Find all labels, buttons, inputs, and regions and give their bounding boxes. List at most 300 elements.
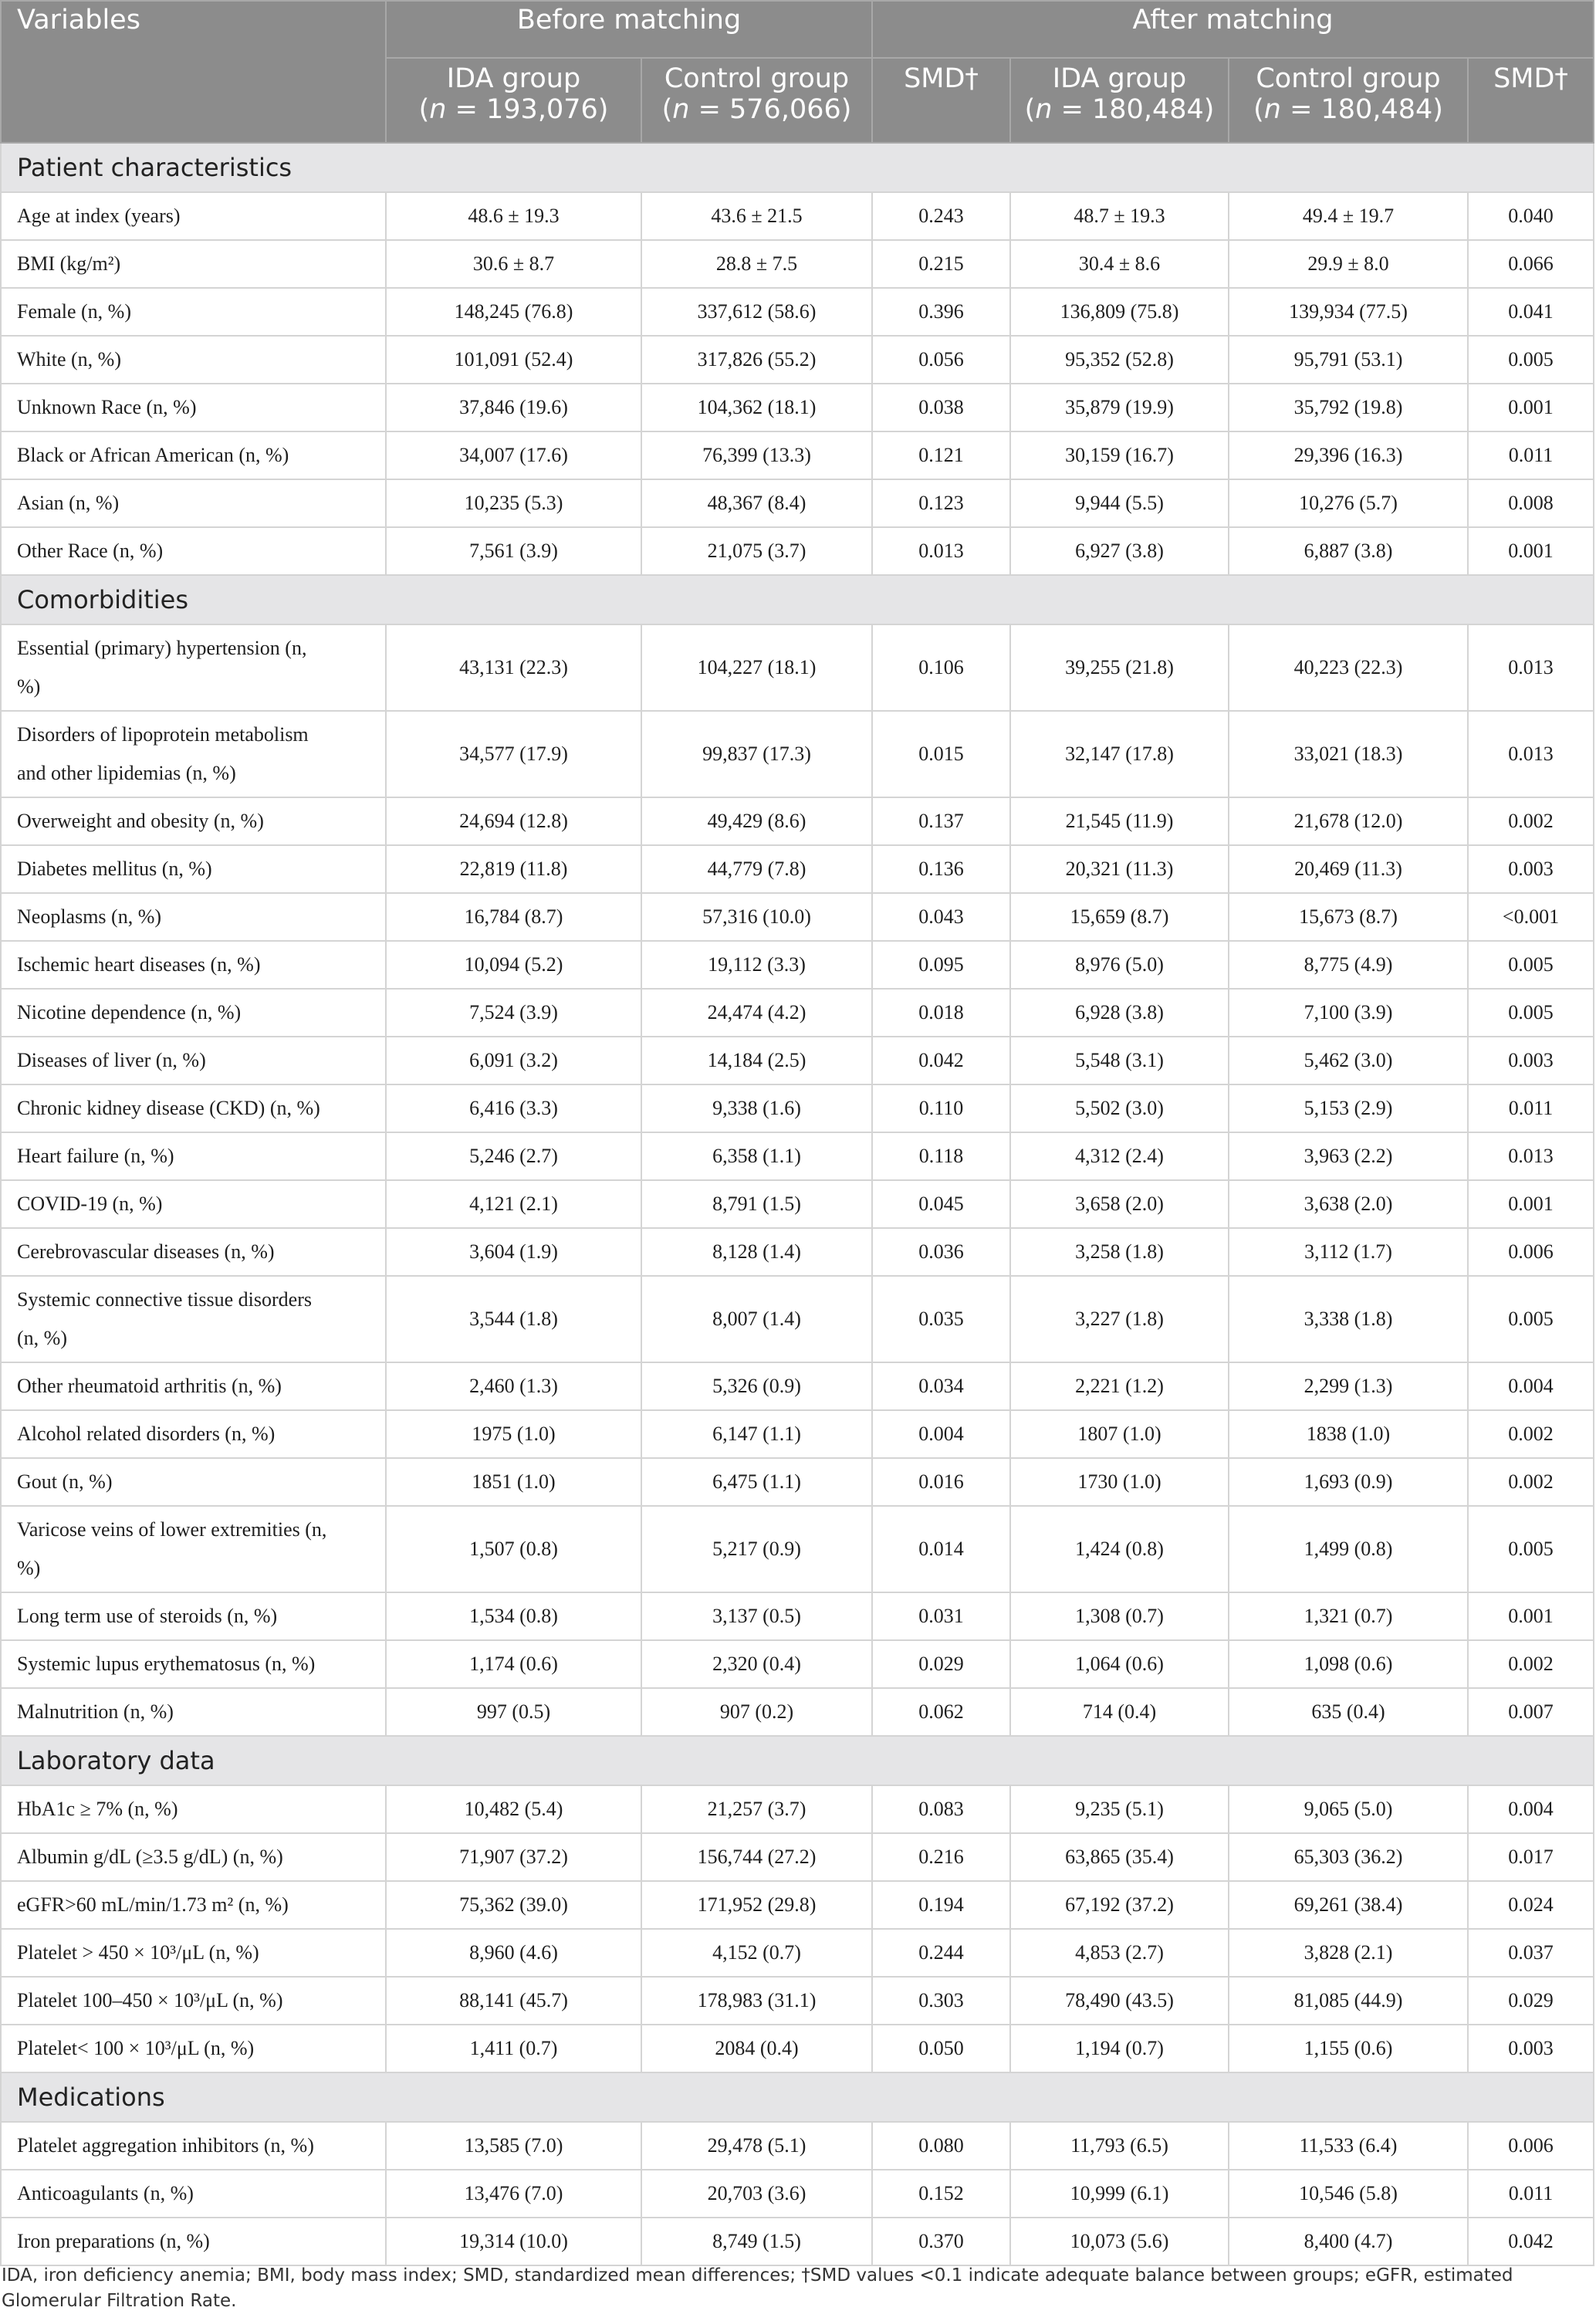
variable-label-line: %) <box>17 1557 41 1579</box>
control-after-value: 29.9 ± 8.0 <box>1229 240 1468 288</box>
ida-before-value: 997 (0.5) <box>386 1688 641 1736</box>
section-row <box>1 143 1594 192</box>
table-footnote: IDA, iron deficiency anemia; BMI, body mass index; SMD, standardized mean differences; †SMD values <0.1 indicate adequate balance between groups; eGFR, estimated Glomerular Filtration Rate. <box>2 2265 1513 2311</box>
control-after-value: 3,963 (2.2) <box>1229 1132 1468 1180</box>
smd-before-value: 0.080 <box>872 2122 1010 2170</box>
smd-before-value: 0.029 <box>872 1640 1010 1688</box>
ida-before-value: 101,091 (52.4) <box>386 336 641 384</box>
control-after-header <box>1229 58 1468 143</box>
smd-before-value: 0.110 <box>872 1084 1010 1132</box>
smd-before-value: 0.016 <box>872 1458 1010 1506</box>
control-before-label: Control group <box>664 63 850 94</box>
ida-after-value: 30,159 (16.7) <box>1010 431 1229 479</box>
ida-after-value: 95,352 (52.8) <box>1010 336 1229 384</box>
variable-label: Platelet 100–450 × 10³/μL (n, %) <box>1 1977 386 2025</box>
smd-before-value: 0.121 <box>872 431 1010 479</box>
ida-before-value: 88,141 (45.7) <box>386 1977 641 2025</box>
ida-before-value: 37,846 (19.6) <box>386 384 641 431</box>
control-before-value: 99,837 (17.3) <box>641 711 872 797</box>
section-row <box>1 1736 1594 1785</box>
control-before-value: 8,007 (1.4) <box>641 1276 872 1362</box>
table-row <box>1 1180 1594 1228</box>
ida-before-value: 13,476 (7.0) <box>386 2170 641 2218</box>
smd-after-value: 0.005 <box>1468 941 1594 989</box>
ida-after-value: 5,502 (3.0) <box>1010 1084 1229 1132</box>
control-before-value: 156,744 (27.2) <box>641 1833 872 1881</box>
control-after-value: 81,085 (44.9) <box>1229 1977 1468 2025</box>
ida-before-value: 1,507 (0.8) <box>386 1506 641 1592</box>
smd-after-value: 0.013 <box>1468 711 1594 797</box>
ida-before-value: 10,235 (5.3) <box>386 479 641 527</box>
smd-after-value: 0.005 <box>1468 336 1594 384</box>
table-row <box>1 2218 1594 2265</box>
ida-before-value: 75,362 (39.0) <box>386 1881 641 1929</box>
smd-after-value: 0.011 <box>1468 431 1594 479</box>
smd-after-value: 0.007 <box>1468 1688 1594 1736</box>
control-after-value: 1,321 (0.7) <box>1229 1592 1468 1640</box>
variable-label: Anticoagulants (n, %) <box>1 2170 386 2218</box>
ida-after-value: 35,879 (19.9) <box>1010 384 1229 431</box>
ida-after-value: 1,064 (0.6) <box>1010 1640 1229 1688</box>
control-before-value: 104,227 (18.1) <box>641 624 872 711</box>
control-after-value: 1,693 (0.9) <box>1229 1458 1468 1506</box>
ida-before-value: 1,534 (0.8) <box>386 1592 641 1640</box>
section-row <box>1 575 1594 624</box>
smd-after-value: 0.041 <box>1468 288 1594 336</box>
variable-label: Ischemic heart diseases (n, %) <box>1 941 386 989</box>
variable-label: Platelet< 100 × 10³/μL (n, %) <box>1 2025 386 2072</box>
control-before-value: 104,362 (18.1) <box>641 384 872 431</box>
ida-before-value: 5,246 (2.7) <box>386 1132 641 1180</box>
ida-after-value: 1807 (1.0) <box>1010 1410 1229 1458</box>
table-row <box>1 431 1594 479</box>
control-after-value: 69,261 (38.4) <box>1229 1881 1468 1929</box>
smd-after-value: 0.004 <box>1468 1362 1594 1410</box>
variable-label: Gout (n, %) <box>1 1458 386 1506</box>
control-before-value: 48,367 (8.4) <box>641 479 872 527</box>
ida-before-value: 13,585 (7.0) <box>386 2122 641 2170</box>
control-before-value: 14,184 (2.5) <box>641 1037 872 1084</box>
table-row <box>1 1833 1594 1881</box>
ida-after-value: 8,976 (5.0) <box>1010 941 1229 989</box>
control-before-value: 6,147 (1.1) <box>641 1410 872 1458</box>
control-after-value: 2,299 (1.3) <box>1229 1362 1468 1410</box>
smd-before-value: 0.050 <box>872 2025 1010 2072</box>
ida-before-value: 1851 (1.0) <box>386 1458 641 1506</box>
table-row <box>1 1688 1594 1736</box>
control-before-value: 21,075 (3.7) <box>641 527 872 575</box>
control-before-value: 21,257 (3.7) <box>641 1785 872 1833</box>
control-after-value: 1838 (1.0) <box>1229 1410 1468 1458</box>
smd-after-value: 0.002 <box>1468 797 1594 845</box>
table-row <box>1 288 1594 336</box>
variable-label: Black or African American (n, %) <box>1 431 386 479</box>
ida-after-value: 48.7 ± 19.3 <box>1010 192 1229 240</box>
variable-label: eGFR>60 mL/min/1.73 m² (n, %) <box>1 1881 386 1929</box>
ida-before-value: 7,524 (3.9) <box>386 989 641 1037</box>
variable-label: Albumin g/dL (≥3.5 g/dL) (n, %) <box>1 1833 386 1881</box>
control-after-value: 95,791 (53.1) <box>1229 336 1468 384</box>
smd-after-value: 0.029 <box>1468 1977 1594 2025</box>
control-after-label: Control group <box>1256 63 1441 94</box>
ida-before-value: 6,091 (3.2) <box>386 1037 641 1084</box>
control-before-value: 5,217 (0.9) <box>641 1506 872 1592</box>
smd-before-value: 0.137 <box>872 797 1010 845</box>
ida-before-value: 6,416 (3.3) <box>386 1084 641 1132</box>
smd-before-value: 0.194 <box>872 1881 1010 1929</box>
table-row <box>1 1410 1594 1458</box>
control-before-value: 2084 (0.4) <box>641 2025 872 2072</box>
smd-before-value: 0.083 <box>872 1785 1010 1833</box>
control-after-value: 9,065 (5.0) <box>1229 1785 1468 1833</box>
smd-after-value: 0.006 <box>1468 2122 1594 2170</box>
smd-before-value: 0.215 <box>872 240 1010 288</box>
variable-label <box>1 624 386 711</box>
smd-after-value: 0.013 <box>1468 624 1594 711</box>
ida-after-value: 10,999 (6.1) <box>1010 2170 1229 2218</box>
smd-before-value: 0.118 <box>872 1132 1010 1180</box>
smd-before-value: 0.014 <box>872 1506 1010 1592</box>
variable-label: BMI (kg/m²) <box>1 240 386 288</box>
smd-after-value: 0.066 <box>1468 240 1594 288</box>
ida-before-value: 3,604 (1.9) <box>386 1228 641 1276</box>
ida-after-value: 2,221 (1.2) <box>1010 1362 1229 1410</box>
variable-label-line: Varicose veins of lower extremities (n, <box>17 1518 327 1541</box>
control-after-value: 5,153 (2.9) <box>1229 1084 1468 1132</box>
ida-before-label: IDA group <box>446 63 581 94</box>
smd-after-value: 0.006 <box>1468 1228 1594 1276</box>
variable-label <box>1 711 386 797</box>
ida-before-value: 16,784 (8.7) <box>386 893 641 941</box>
variable-label: Nicotine dependence (n, %) <box>1 989 386 1037</box>
control-after-value: 3,828 (2.1) <box>1229 1929 1468 1977</box>
ida-after-header <box>1010 58 1229 143</box>
control-after-value: 7,100 (3.9) <box>1229 989 1468 1037</box>
variable-label: HbA1c ≥ 7% (n, %) <box>1 1785 386 1833</box>
ida-before-n: (n = 193,076) <box>418 94 609 125</box>
table-row <box>1 384 1594 431</box>
control-before-value: 3,137 (0.5) <box>641 1592 872 1640</box>
section-title: Medications <box>1 2072 1594 2122</box>
control-before-value: 24,474 (4.2) <box>641 989 872 1037</box>
smd-before-value: 0.056 <box>872 336 1010 384</box>
smd-after-value: 0.011 <box>1468 2170 1594 2218</box>
ida-before-value: 1975 (1.0) <box>386 1410 641 1458</box>
ida-after-value: 4,312 (2.4) <box>1010 1132 1229 1180</box>
control-after-value: 1,098 (0.6) <box>1229 1640 1468 1688</box>
before-matching-header: Before matching <box>386 1 872 58</box>
ida-after-value: 32,147 (17.8) <box>1010 711 1229 797</box>
smd-after-value: 0.001 <box>1468 527 1594 575</box>
smd-after-value: 0.003 <box>1468 845 1594 893</box>
variable-label: Age at index (years) <box>1 192 386 240</box>
smd-before-value: 0.004 <box>872 1410 1010 1458</box>
variables-header: Variables <box>1 1 386 143</box>
table-row <box>1 1276 1594 1362</box>
smd-before-value: 0.042 <box>872 1037 1010 1084</box>
variable-label: Overweight and obesity (n, %) <box>1 797 386 845</box>
control-before-value: 49,429 (8.6) <box>641 797 872 845</box>
ida-before-value: 10,094 (5.2) <box>386 941 641 989</box>
control-before-value: 20,703 (3.6) <box>641 2170 872 2218</box>
smd-before-value: 0.013 <box>872 527 1010 575</box>
control-after-n: (n = 180,484) <box>1253 94 1443 125</box>
ida-before-value: 10,482 (5.4) <box>386 1785 641 1833</box>
ida-before-value: 8,960 (4.6) <box>386 1929 641 1977</box>
control-after-value: 1,499 (0.8) <box>1229 1506 1468 1592</box>
smd-before-value: 0.062 <box>872 1688 1010 1736</box>
section-row <box>1 2072 1594 2122</box>
control-before-value: 44,779 (7.8) <box>641 845 872 893</box>
ida-after-value: 39,255 (21.8) <box>1010 624 1229 711</box>
table-row <box>1 845 1594 893</box>
ida-after-value: 15,659 (8.7) <box>1010 893 1229 941</box>
control-before-value: 8,791 (1.5) <box>641 1180 872 1228</box>
variable-label: Female (n, %) <box>1 288 386 336</box>
smd-after-value: 0.011 <box>1468 1084 1594 1132</box>
table-row <box>1 1881 1594 1929</box>
control-after-value: 10,546 (5.8) <box>1229 2170 1468 2218</box>
control-after-value: 49.4 ± 19.7 <box>1229 192 1468 240</box>
smd-after-value: 0.003 <box>1468 2025 1594 2072</box>
variable-label: White (n, %) <box>1 336 386 384</box>
smd-before-value: 0.123 <box>872 479 1010 527</box>
control-after-value: 3,338 (1.8) <box>1229 1276 1468 1362</box>
variable-label-line: Essential (primary) hypertension (n, <box>17 637 307 659</box>
smd-before-value: 0.244 <box>872 1929 1010 1977</box>
smd-after-value: 0.005 <box>1468 1276 1594 1362</box>
smd-before-value: 0.045 <box>872 1180 1010 1228</box>
variable-label-line: (n, %) <box>17 1327 67 1349</box>
control-before-value: 6,358 (1.1) <box>641 1132 872 1180</box>
variable-label-line: Disorders of lipoprotein metabolism <box>17 723 309 746</box>
ida-after-value: 3,658 (2.0) <box>1010 1180 1229 1228</box>
ida-after-value: 3,258 (1.8) <box>1010 1228 1229 1276</box>
table-row <box>1 2170 1594 2218</box>
smd-before-value: 0.043 <box>872 893 1010 941</box>
smd-after-value: 0.024 <box>1468 1881 1594 1929</box>
control-after-value: 11,533 (6.4) <box>1229 2122 1468 2170</box>
table-row <box>1 479 1594 527</box>
variable-label-line: and other lipidemias (n, %) <box>17 762 236 784</box>
ida-after-value: 21,545 (11.9) <box>1010 797 1229 845</box>
control-after-value: 35,792 (19.8) <box>1229 384 1468 431</box>
section-title: Patient characteristics <box>1 143 1594 192</box>
table-row <box>1 624 1594 711</box>
variable-label: Diabetes mellitus (n, %) <box>1 845 386 893</box>
control-after-value: 1,155 (0.6) <box>1229 2025 1468 2072</box>
ida-after-value: 4,853 (2.7) <box>1010 1929 1229 1977</box>
smd-after-header: SMD† <box>1468 58 1594 143</box>
ida-after-value: 136,809 (75.8) <box>1010 288 1229 336</box>
control-before-value: 76,399 (13.3) <box>641 431 872 479</box>
variable-label: Chronic kidney disease (CKD) (n, %) <box>1 1084 386 1132</box>
ida-after-value: 714 (0.4) <box>1010 1688 1229 1736</box>
table-row <box>1 1458 1594 1506</box>
smd-before-value: 0.015 <box>872 711 1010 797</box>
smd-after-value: <0.001 <box>1468 893 1594 941</box>
ida-before-value: 148,245 (76.8) <box>386 288 641 336</box>
variable-label: Alcohol related disorders (n, %) <box>1 1410 386 1458</box>
table-row <box>1 1640 1594 1688</box>
table-row <box>1 1084 1594 1132</box>
control-before-n: (n = 576,066) <box>661 94 852 125</box>
smd-after-value: 0.003 <box>1468 1037 1594 1084</box>
control-after-value: 8,400 (4.7) <box>1229 2218 1468 2265</box>
control-before-value: 907 (0.2) <box>641 1688 872 1736</box>
smd-before-value: 0.396 <box>872 288 1010 336</box>
control-after-value: 3,638 (2.0) <box>1229 1180 1468 1228</box>
control-after-value: 65,303 (36.2) <box>1229 1833 1468 1881</box>
ida-before-value: 3,544 (1.8) <box>386 1276 641 1362</box>
variable-label: COVID-19 (n, %) <box>1 1180 386 1228</box>
ida-before-value: 19,314 (10.0) <box>386 2218 641 2265</box>
control-before-value: 28.8 ± 7.5 <box>641 240 872 288</box>
ida-before-value: 48.6 ± 19.3 <box>386 192 641 240</box>
smd-after-value: 0.042 <box>1468 2218 1594 2265</box>
control-after-value: 8,775 (4.9) <box>1229 941 1468 989</box>
ida-after-value: 1730 (1.0) <box>1010 1458 1229 1506</box>
control-after-value: 29,396 (16.3) <box>1229 431 1468 479</box>
variable-label: Other rheumatoid arthritis (n, %) <box>1 1362 386 1410</box>
table-row <box>1 941 1594 989</box>
control-after-value: 15,673 (8.7) <box>1229 893 1468 941</box>
table-row <box>1 1929 1594 1977</box>
smd-before-value: 0.370 <box>872 2218 1010 2265</box>
control-after-value: 635 (0.4) <box>1229 1688 1468 1736</box>
ida-after-value: 30.4 ± 8.6 <box>1010 240 1229 288</box>
control-before-value: 29,478 (5.1) <box>641 2122 872 2170</box>
variable-label: Other Race (n, %) <box>1 527 386 575</box>
ida-before-value: 1,411 (0.7) <box>386 2025 641 2072</box>
table-header <box>1 1 1594 143</box>
ida-before-value: 4,121 (2.1) <box>386 1180 641 1228</box>
smd-after-value: 0.001 <box>1468 384 1594 431</box>
table-row <box>1 989 1594 1037</box>
ida-before-value: 30.6 ± 8.7 <box>386 240 641 288</box>
ida-before-value: 22,819 (11.8) <box>386 845 641 893</box>
control-after-value: 40,223 (22.3) <box>1229 624 1468 711</box>
variable-label: Unknown Race (n, %) <box>1 384 386 431</box>
smd-before-header: SMD† <box>872 58 1010 143</box>
table-row <box>1 1037 1594 1084</box>
variable-label-line: %) <box>17 675 41 698</box>
control-after-value: 10,276 (5.7) <box>1229 479 1468 527</box>
table-row <box>1 1592 1594 1640</box>
smd-after-value: 0.002 <box>1468 1640 1594 1688</box>
smd-after-value: 0.040 <box>1468 192 1594 240</box>
table-row <box>1 2122 1594 2170</box>
variable-label: Long term use of steroids (n, %) <box>1 1592 386 1640</box>
smd-after-value: 0.002 <box>1468 1458 1594 1506</box>
section-title: Comorbidities <box>1 575 1594 624</box>
variable-label <box>1 1506 386 1592</box>
table-row <box>1 1506 1594 1592</box>
ida-before-header <box>386 58 641 143</box>
ida-before-value: 34,577 (17.9) <box>386 711 641 797</box>
smd-after-value: 0.037 <box>1468 1929 1594 1977</box>
smd-before-value: 0.243 <box>872 192 1010 240</box>
ida-after-value: 1,308 (0.7) <box>1010 1592 1229 1640</box>
ida-after-value: 1,194 (0.7) <box>1010 2025 1229 2072</box>
control-before-value: 6,475 (1.1) <box>641 1458 872 1506</box>
ida-after-value: 3,227 (1.8) <box>1010 1276 1229 1362</box>
control-before-header <box>641 58 872 143</box>
control-before-value: 57,316 (10.0) <box>641 893 872 941</box>
ida-after-value: 67,192 (37.2) <box>1010 1881 1229 1929</box>
ida-after-value: 1,424 (0.8) <box>1010 1506 1229 1592</box>
control-before-value: 43.6 ± 21.5 <box>641 192 872 240</box>
variable-label: Platelet > 450 × 10³/μL (n, %) <box>1 1929 386 1977</box>
smd-after-value: 0.005 <box>1468 989 1594 1037</box>
ida-after-value: 63,865 (35.4) <box>1010 1833 1229 1881</box>
ida-before-value: 24,694 (12.8) <box>386 797 641 845</box>
table-row <box>1 240 1594 288</box>
ida-before-value: 34,007 (17.6) <box>386 431 641 479</box>
ida-after-value: 5,548 (3.1) <box>1010 1037 1229 1084</box>
control-before-value: 9,338 (1.6) <box>641 1084 872 1132</box>
table-row <box>1 192 1594 240</box>
control-before-value: 19,112 (3.3) <box>641 941 872 989</box>
smd-before-value: 0.038 <box>872 384 1010 431</box>
ida-after-value: 9,944 (5.5) <box>1010 479 1229 527</box>
variable-label: Neoplasms (n, %) <box>1 893 386 941</box>
ida-after-value: 10,073 (5.6) <box>1010 2218 1229 2265</box>
control-before-value: 178,983 (31.1) <box>641 1977 872 2025</box>
ida-before-value: 7,561 (3.9) <box>386 527 641 575</box>
control-before-value: 171,952 (29.8) <box>641 1881 872 1929</box>
ida-after-value: 6,928 (3.8) <box>1010 989 1229 1037</box>
smd-before-value: 0.095 <box>872 941 1010 989</box>
smd-after-value: 0.013 <box>1468 1132 1594 1180</box>
variable-label: Diseases of liver (n, %) <box>1 1037 386 1084</box>
ida-before-value: 2,460 (1.3) <box>386 1362 641 1410</box>
variable-label: Platelet aggregation inhibitors (n, %) <box>1 2122 386 2170</box>
control-after-value: 139,934 (77.5) <box>1229 288 1468 336</box>
control-before-value: 337,612 (58.6) <box>641 288 872 336</box>
smd-after-value: 0.008 <box>1468 479 1594 527</box>
smd-before-value: 0.035 <box>872 1276 1010 1362</box>
smd-before-value: 0.152 <box>872 2170 1010 2218</box>
table-row <box>1 1362 1594 1410</box>
ida-after-value: 20,321 (11.3) <box>1010 845 1229 893</box>
smd-after-value: 0.017 <box>1468 1833 1594 1881</box>
table-row <box>1 1132 1594 1180</box>
table-row <box>1 2025 1594 2072</box>
variable-label: Cerebrovascular diseases (n, %) <box>1 1228 386 1276</box>
table-row <box>1 1977 1594 2025</box>
variable-label: Asian (n, %) <box>1 479 386 527</box>
table-row <box>1 1228 1594 1276</box>
smd-after-value: 0.005 <box>1468 1506 1594 1592</box>
control-before-value: 8,128 (1.4) <box>641 1228 872 1276</box>
ida-before-value: 71,907 (37.2) <box>386 1833 641 1881</box>
smd-before-value: 0.036 <box>872 1228 1010 1276</box>
ida-after-n: (n = 180,484) <box>1024 94 1215 125</box>
control-before-value: 8,749 (1.5) <box>641 2218 872 2265</box>
section-title: Laboratory data <box>1 1736 1594 1785</box>
control-after-value: 5,462 (3.0) <box>1229 1037 1468 1084</box>
control-before-value: 5,326 (0.9) <box>641 1362 872 1410</box>
ida-before-value: 1,174 (0.6) <box>386 1640 641 1688</box>
ida-after-value: 6,927 (3.8) <box>1010 527 1229 575</box>
smd-after-value: 0.001 <box>1468 1180 1594 1228</box>
ida-after-value: 9,235 (5.1) <box>1010 1785 1229 1833</box>
smd-after-value: 0.001 <box>1468 1592 1594 1640</box>
control-before-value: 2,320 (0.4) <box>641 1640 872 1688</box>
variable-label: Iron preparations (n, %) <box>1 2218 386 2265</box>
smd-before-value: 0.216 <box>872 1833 1010 1881</box>
